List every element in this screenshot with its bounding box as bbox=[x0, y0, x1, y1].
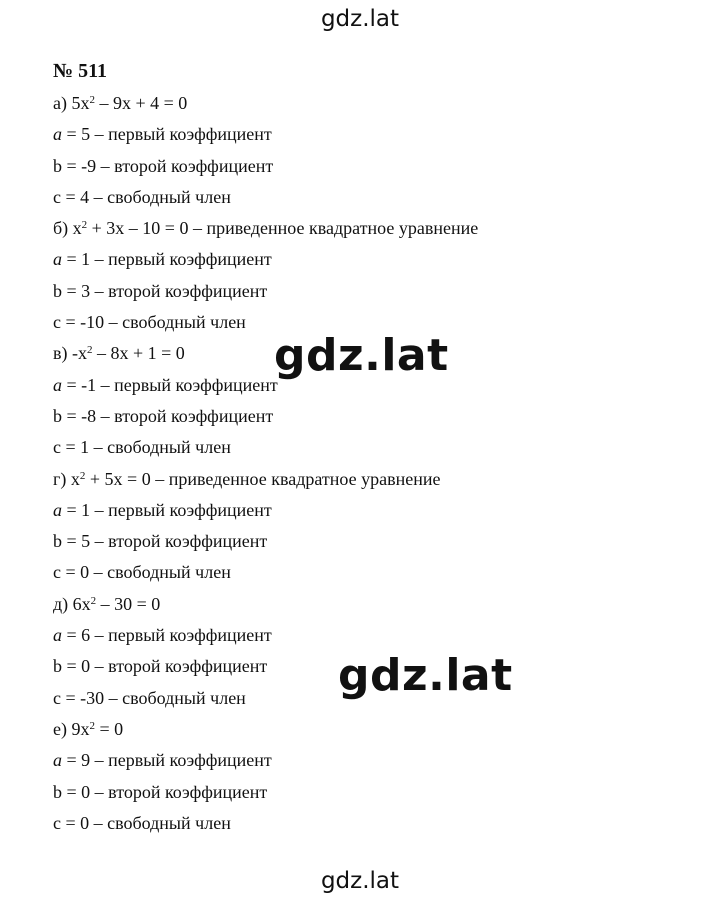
solution-line bbox=[53, 88, 478, 119]
line-text: е) 9x bbox=[53, 718, 90, 739]
line-text: c = 0 – свободный член bbox=[53, 562, 231, 583]
solution-line bbox=[53, 432, 478, 463]
problem-number: № 511 bbox=[53, 60, 107, 82]
exponent: 2 bbox=[81, 219, 88, 232]
line-text-rest: = 5 – первый коэффициент bbox=[62, 124, 272, 145]
solution-line bbox=[53, 777, 478, 808]
line-text-rest: = 1 – первый коэффициент bbox=[62, 499, 272, 520]
variable-a: a bbox=[53, 124, 62, 145]
exponent: 2 bbox=[87, 344, 93, 357]
solution-line bbox=[53, 401, 478, 432]
line-text-rest: = 0 bbox=[94, 718, 124, 739]
line-text: c = 1 – свободный член bbox=[53, 437, 231, 458]
exponent: 2 bbox=[90, 594, 97, 607]
line-text: b = 3 – второй коэффициент bbox=[53, 280, 268, 301]
line-text: c = 0 – свободный член bbox=[53, 812, 231, 833]
watermark-bottom: gdz.lat bbox=[320, 868, 400, 894]
line-text-rest: – 9x + 4 = 0 bbox=[94, 93, 188, 113]
line-text: c = -30 – свободный член bbox=[53, 687, 246, 708]
watermark-middle-1: gdz.lat bbox=[274, 330, 449, 381]
line-text: b = 0 – второй коэффициент bbox=[53, 781, 268, 802]
line-text: д) 6x bbox=[53, 593, 91, 614]
line-text: c = 4 – свободный член bbox=[53, 186, 231, 207]
line-text: б) x bbox=[53, 218, 82, 239]
solution-line bbox=[53, 182, 478, 213]
line-text: b = 5 – второй коэффициент bbox=[53, 531, 268, 552]
variable-a: a bbox=[53, 374, 62, 395]
solution-line bbox=[53, 745, 478, 776]
solution-line bbox=[53, 526, 478, 557]
solution-lines bbox=[53, 88, 478, 839]
solution-line bbox=[53, 464, 478, 495]
line-text: c = -10 – свободный член bbox=[53, 312, 246, 333]
solution-line bbox=[53, 589, 478, 620]
variable-a: a bbox=[53, 625, 62, 646]
line-text: b = -9 – второй коэффициент bbox=[53, 155, 274, 176]
line-text-rest: = 6 – первый коэффициент bbox=[62, 625, 272, 646]
line-text: b = 0 – второй коэффициент bbox=[53, 656, 268, 677]
exponent: 2 bbox=[79, 469, 86, 482]
line-text-rest: + 3x – 10 = 0 – приведенное квадратное уравнение bbox=[87, 218, 479, 239]
line-text-rest: = 1 – первый коэффициент bbox=[62, 249, 272, 270]
solution-line bbox=[53, 244, 478, 275]
solution-line bbox=[53, 276, 478, 307]
solution-line bbox=[53, 808, 478, 839]
variable-a: a bbox=[53, 750, 62, 771]
line-text-rest: – 8x + 1 = 0 bbox=[92, 343, 185, 364]
solution-line bbox=[53, 213, 478, 244]
line-text: b = -8 – второй коэффициент bbox=[53, 405, 274, 426]
watermark-top: gdz.lat bbox=[320, 6, 400, 32]
solution-text bbox=[53, 54, 478, 839]
watermark-middle-2: gdz.lat bbox=[338, 650, 513, 701]
solution-line bbox=[53, 620, 478, 651]
variable-a: a bbox=[53, 249, 62, 270]
solution-line bbox=[53, 714, 478, 745]
line-text-rest: + 5x = 0 – приведенное квадратное уравнение bbox=[85, 468, 441, 489]
solution-line bbox=[53, 557, 478, 588]
solution-line bbox=[53, 151, 478, 182]
solution-line bbox=[53, 495, 478, 526]
line-text: г) x bbox=[53, 468, 80, 489]
line-text-rest: = 9 – первый коэффициент bbox=[62, 750, 272, 771]
line-text: а) 5x bbox=[53, 93, 90, 113]
exponent: 2 bbox=[89, 719, 95, 732]
exponent: 2 bbox=[89, 94, 95, 106]
variable-a: a bbox=[53, 499, 62, 520]
line-text: в) -x bbox=[53, 343, 87, 364]
solution-line bbox=[53, 119, 478, 150]
line-text-rest: = -1 – первый коэффициент bbox=[62, 374, 278, 395]
line-text-rest: – 30 = 0 bbox=[96, 593, 161, 614]
